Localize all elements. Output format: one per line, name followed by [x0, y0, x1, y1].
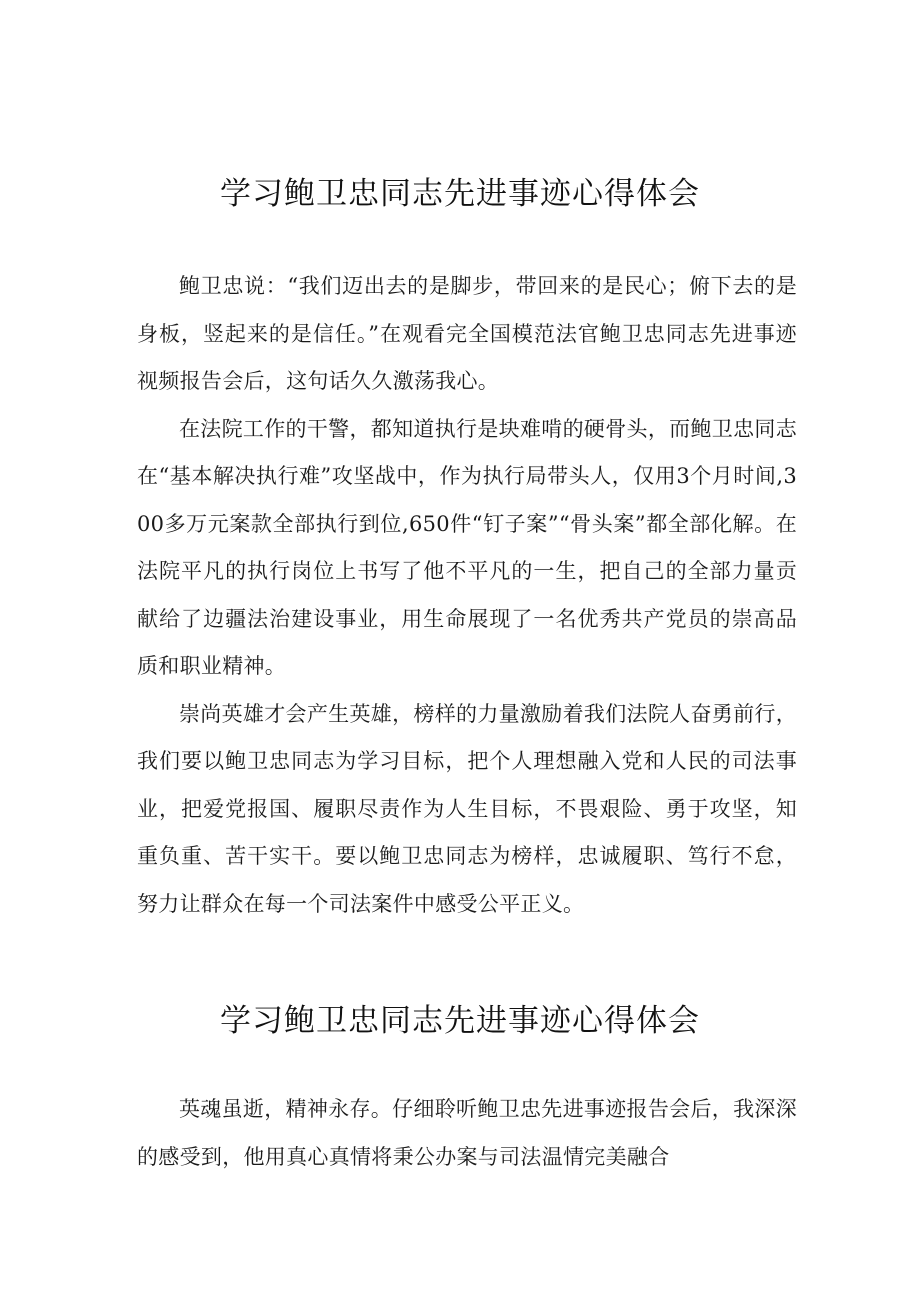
article-body-1 — [137, 263, 797, 928]
body-paragraph-1: 鲍卫忠说：“我们迈出去的是脚步，带回来的是民心；俯下去的是身板，竖起来的是信任。”在观看完全国模范法官鲍卫忠同志先进事迹视频报告会后，这句话久久激荡我心。 — [137, 274, 797, 393]
article-body-2 — [137, 1086, 797, 1181]
body-paragraph-4: 英魂虽逝，精神永存。仔细聆听鲍卫忠先进事迹报告会后，我深深的感受到，他用真心真情将秉公办案与司法温情完美融合 — [137, 1097, 797, 1169]
body-paragraph-2: 在法院工作的干警，都知道执行是块难啃的硬骨头，而鲍卫忠同志在“基本解决执行难”攻坚战中，作为执行局带头人，仅用3个月时间,300多万元案款全部执行到位,650件“钉子案”“骨头案”都全部化解。在法院平凡的执行岗位上书写了他不平凡的一生，把自己的全部力量贡献给了边疆法治建设事业，用生命展现了一名优秀共产党员的崇高品质和职业精神。 — [137, 416, 797, 678]
body-paragraph-3: 崇尚英雄才会产生英雄，榜样的力量激励着我们法院人奋勇前行，我们要以鲍卫忠同志为学习目标，把个人理想融入党和人民的司法事业，把爱党报国、履职尽责作为人生目标，不畏艰险、勇于攻坚，知重负重、苦干实干。要以鲍卫忠同志为榜样，忠诚履职、笃行不怠，努力让群众在每一个司法案件中感受公平正义。 — [137, 701, 797, 916]
article-title-1: 学习鲍卫忠同志先进事迹心得体会 — [220, 176, 700, 212]
article-title-2: 学习鲍卫忠同志先进事迹心得体会 — [220, 1003, 700, 1039]
